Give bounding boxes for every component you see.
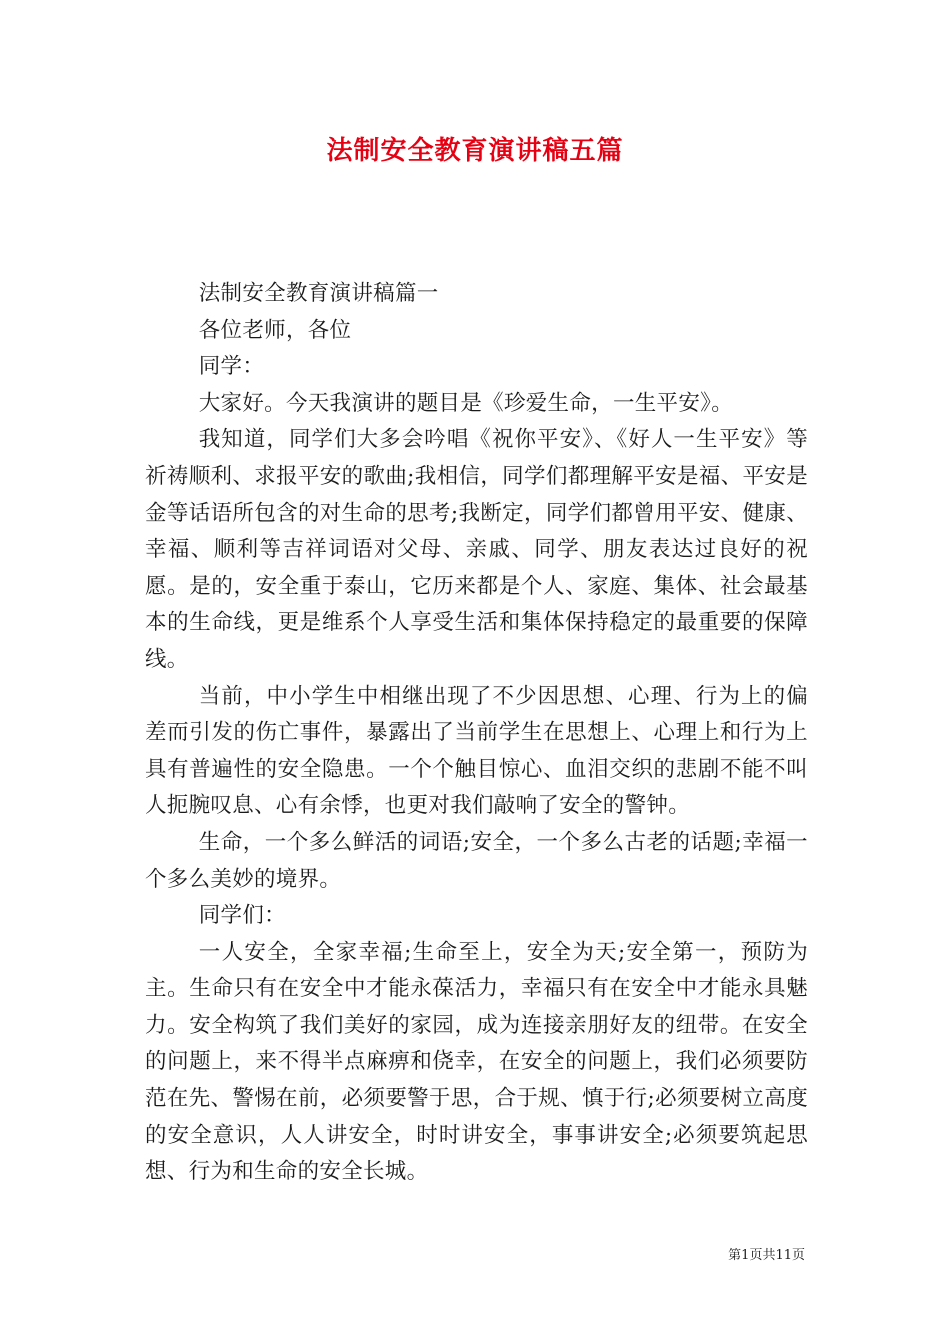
- page-number: 第1页共11页: [728, 1248, 805, 1263]
- paragraph: 大家好。今天我演讲的题目是《珍爱生命，一生平安》。: [198, 390, 734, 416]
- paragraph: 当前，中小学生中相继出现了不少因思想、心理、行为上的偏差而引发的伤亡事件，暴露出了当前学生在思想上、心理上和行为上具有普遍性的安全隐患。一个个触目惊心、血泪交织的悲剧不能不叫人扼腕叹息、心有余悸，也更对我们敲响了安全的警钟。: [145, 683, 808, 819]
- salutation-line: 各位老师，各位: [198, 317, 352, 343]
- paragraph: 同学们：: [198, 903, 286, 929]
- document-body: [145, 276, 808, 1191]
- page-title: 法制安全教育演讲稿五篇: [326, 136, 624, 166]
- paragraph: 一人安全，全家幸福;生命至上，安全为天;安全第一，预防为主。生命只有在安全中才能永葆活力，幸福只有在安全中才能永具魅力。安全构筑了我们美好的家园，成为连接亲朋好友的纽带。在安全的问题上，来不得半点麻痹和侥幸，在安全的问题上，我们必须要防范在先、警惕在前，必须要警于思，合于规、慎于行;必须要树立高度的安全意识，人人讲安全，时时讲安全，事事讲安全;必须要筑起思想、行为和生命的安全长城。: [145, 939, 808, 1185]
- paragraph: 我知道，同学们大多会吟唱《祝你平安》、《好人一生平安》等祈祷顺利、求报平安的歌曲;我相信，同学们都理解平安是福、平安是金等话语所包含的对生命的思考;我断定，同学们都曾用平安、健康、幸福、顺利等吉祥词语对父母、亲戚、同学、朋友表达过良好的祝愿。是的，安全重于泰山，它历来都是个人、家庭、集体、社会最基本的生命线，更是维系个人享受生活和集体保持稳定的最重要的保障线。: [145, 427, 808, 672]
- salutation-line: 同学：: [198, 354, 265, 380]
- paragraph: 生命，一个多么鲜活的词语;安全，一个多么古老的话题;幸福一个多么美妙的境界。: [145, 829, 808, 892]
- section-heading: 法制安全教育演讲稿篇一: [198, 281, 439, 306]
